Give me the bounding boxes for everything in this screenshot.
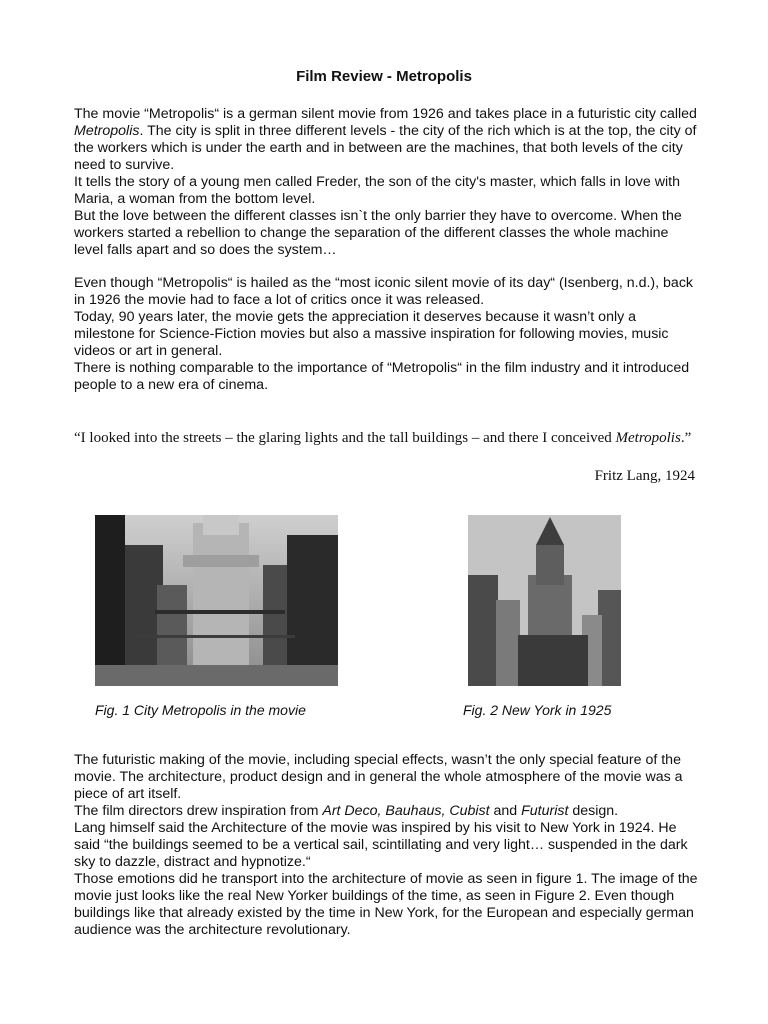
new-york-skyline-illustration — [468, 515, 621, 686]
architecture-emphasis-2: Futurist — [521, 803, 569, 819]
intro-section — [74, 106, 699, 259]
quote-text: “I looked into the streets – the glaring lights and the tall buildings – and there I conceived — [74, 430, 616, 446]
metropolis-city-illustration — [95, 515, 338, 686]
intro-paragraph-2: It tells the story of a young men called Freder, the son of the city's master, which falls in love with Maria, a woman from the bottom level. — [74, 174, 680, 207]
architecture-text-2c: design. — [568, 803, 619, 819]
architecture-section — [74, 752, 699, 939]
reception-paragraph-2: Today, 90 years later, the movie gets the appreciation it deserves because it wasn’t only a milestone for Science-Fiction movies but also a massive inspiration for following movies, music videos or art in general. — [74, 309, 669, 359]
intro-text-1-rest: . The city is split in three different levels - the city of the rich which is at the top, the city of the workers which is under the earth and in between are the machines, that both levels of the city need to survive. — [74, 123, 697, 173]
intro-text-1: The movie “Metropolis“ is a german silent movie from 1926 and takes place in a futuristic city called — [74, 106, 697, 122]
page-title: Film Review - Metropolis — [296, 68, 472, 85]
lang-quote — [74, 428, 696, 448]
architecture-paragraph-4: Those emotions did he transport into the architecture of movie as seen in figure 1. The image of the movie just looks like the real New Yorker buildings of the time, as seen in Figure 2. Even though buildings like that already existed by the time in New York, for the European and especially german audience was the architecture revolutionary. — [74, 871, 698, 938]
architecture-paragraph-1: The futuristic making of the movie, including special effects, wasn’t the only special feature of the movie. The architecture, product design and in general the whole atmosphere of the movie was a piece of art itself. — [74, 752, 683, 802]
architecture-emphasis-1: Art Deco, Bauhaus, Cubist — [322, 803, 490, 819]
figure-1-metropolis-image — [95, 515, 338, 686]
architecture-text-2a: The film directors drew inspiration from — [74, 803, 323, 819]
figure-2-new-york-image — [468, 515, 621, 686]
intro-paragraph-1 — [74, 106, 699, 174]
architecture-paragraph-3: Lang himself said the Architecture of the movie was inspired by his visit to New York in 1924. He said “the buildings seemed to be a vertical sail, scintillating and very light… suspended in the dark sky to dazzle, distract and hypnotize.“ — [74, 820, 688, 870]
intro-paragraph-3: But the love between the different classes isn`t the only barrier they have to overcome. When the workers started a rebellion to change the separation of the different classes the whole machine level falls apart and so does the system… — [74, 208, 682, 258]
reception-section — [74, 275, 699, 394]
quote-emphasis: Metropolis — [615, 430, 681, 446]
reception-paragraph-1: Even though “Metropolis“ is hailed as the “most iconic silent movie of its day“ (Isenberg, n.d.), back in 1926 the movie had to face a lot of critics once it was released. — [74, 275, 694, 308]
quote-end: .” — [680, 430, 692, 446]
figure-1-caption: Fig. 1 City Metropolis in the movie — [95, 702, 306, 718]
figure-2-caption: Fig. 2 New York in 1925 — [463, 702, 612, 718]
architecture-text-2b: and — [489, 803, 522, 819]
intro-emphasis: Metropolis — [74, 123, 140, 139]
reception-paragraph-3: There is nothing comparable to the importance of “Metropolis“ in the film industry and it introduced people to a new era of cinema. — [74, 360, 690, 393]
architecture-paragraph-2 — [74, 803, 699, 820]
quote-author: Fritz Lang, 1924 — [594, 468, 695, 484]
